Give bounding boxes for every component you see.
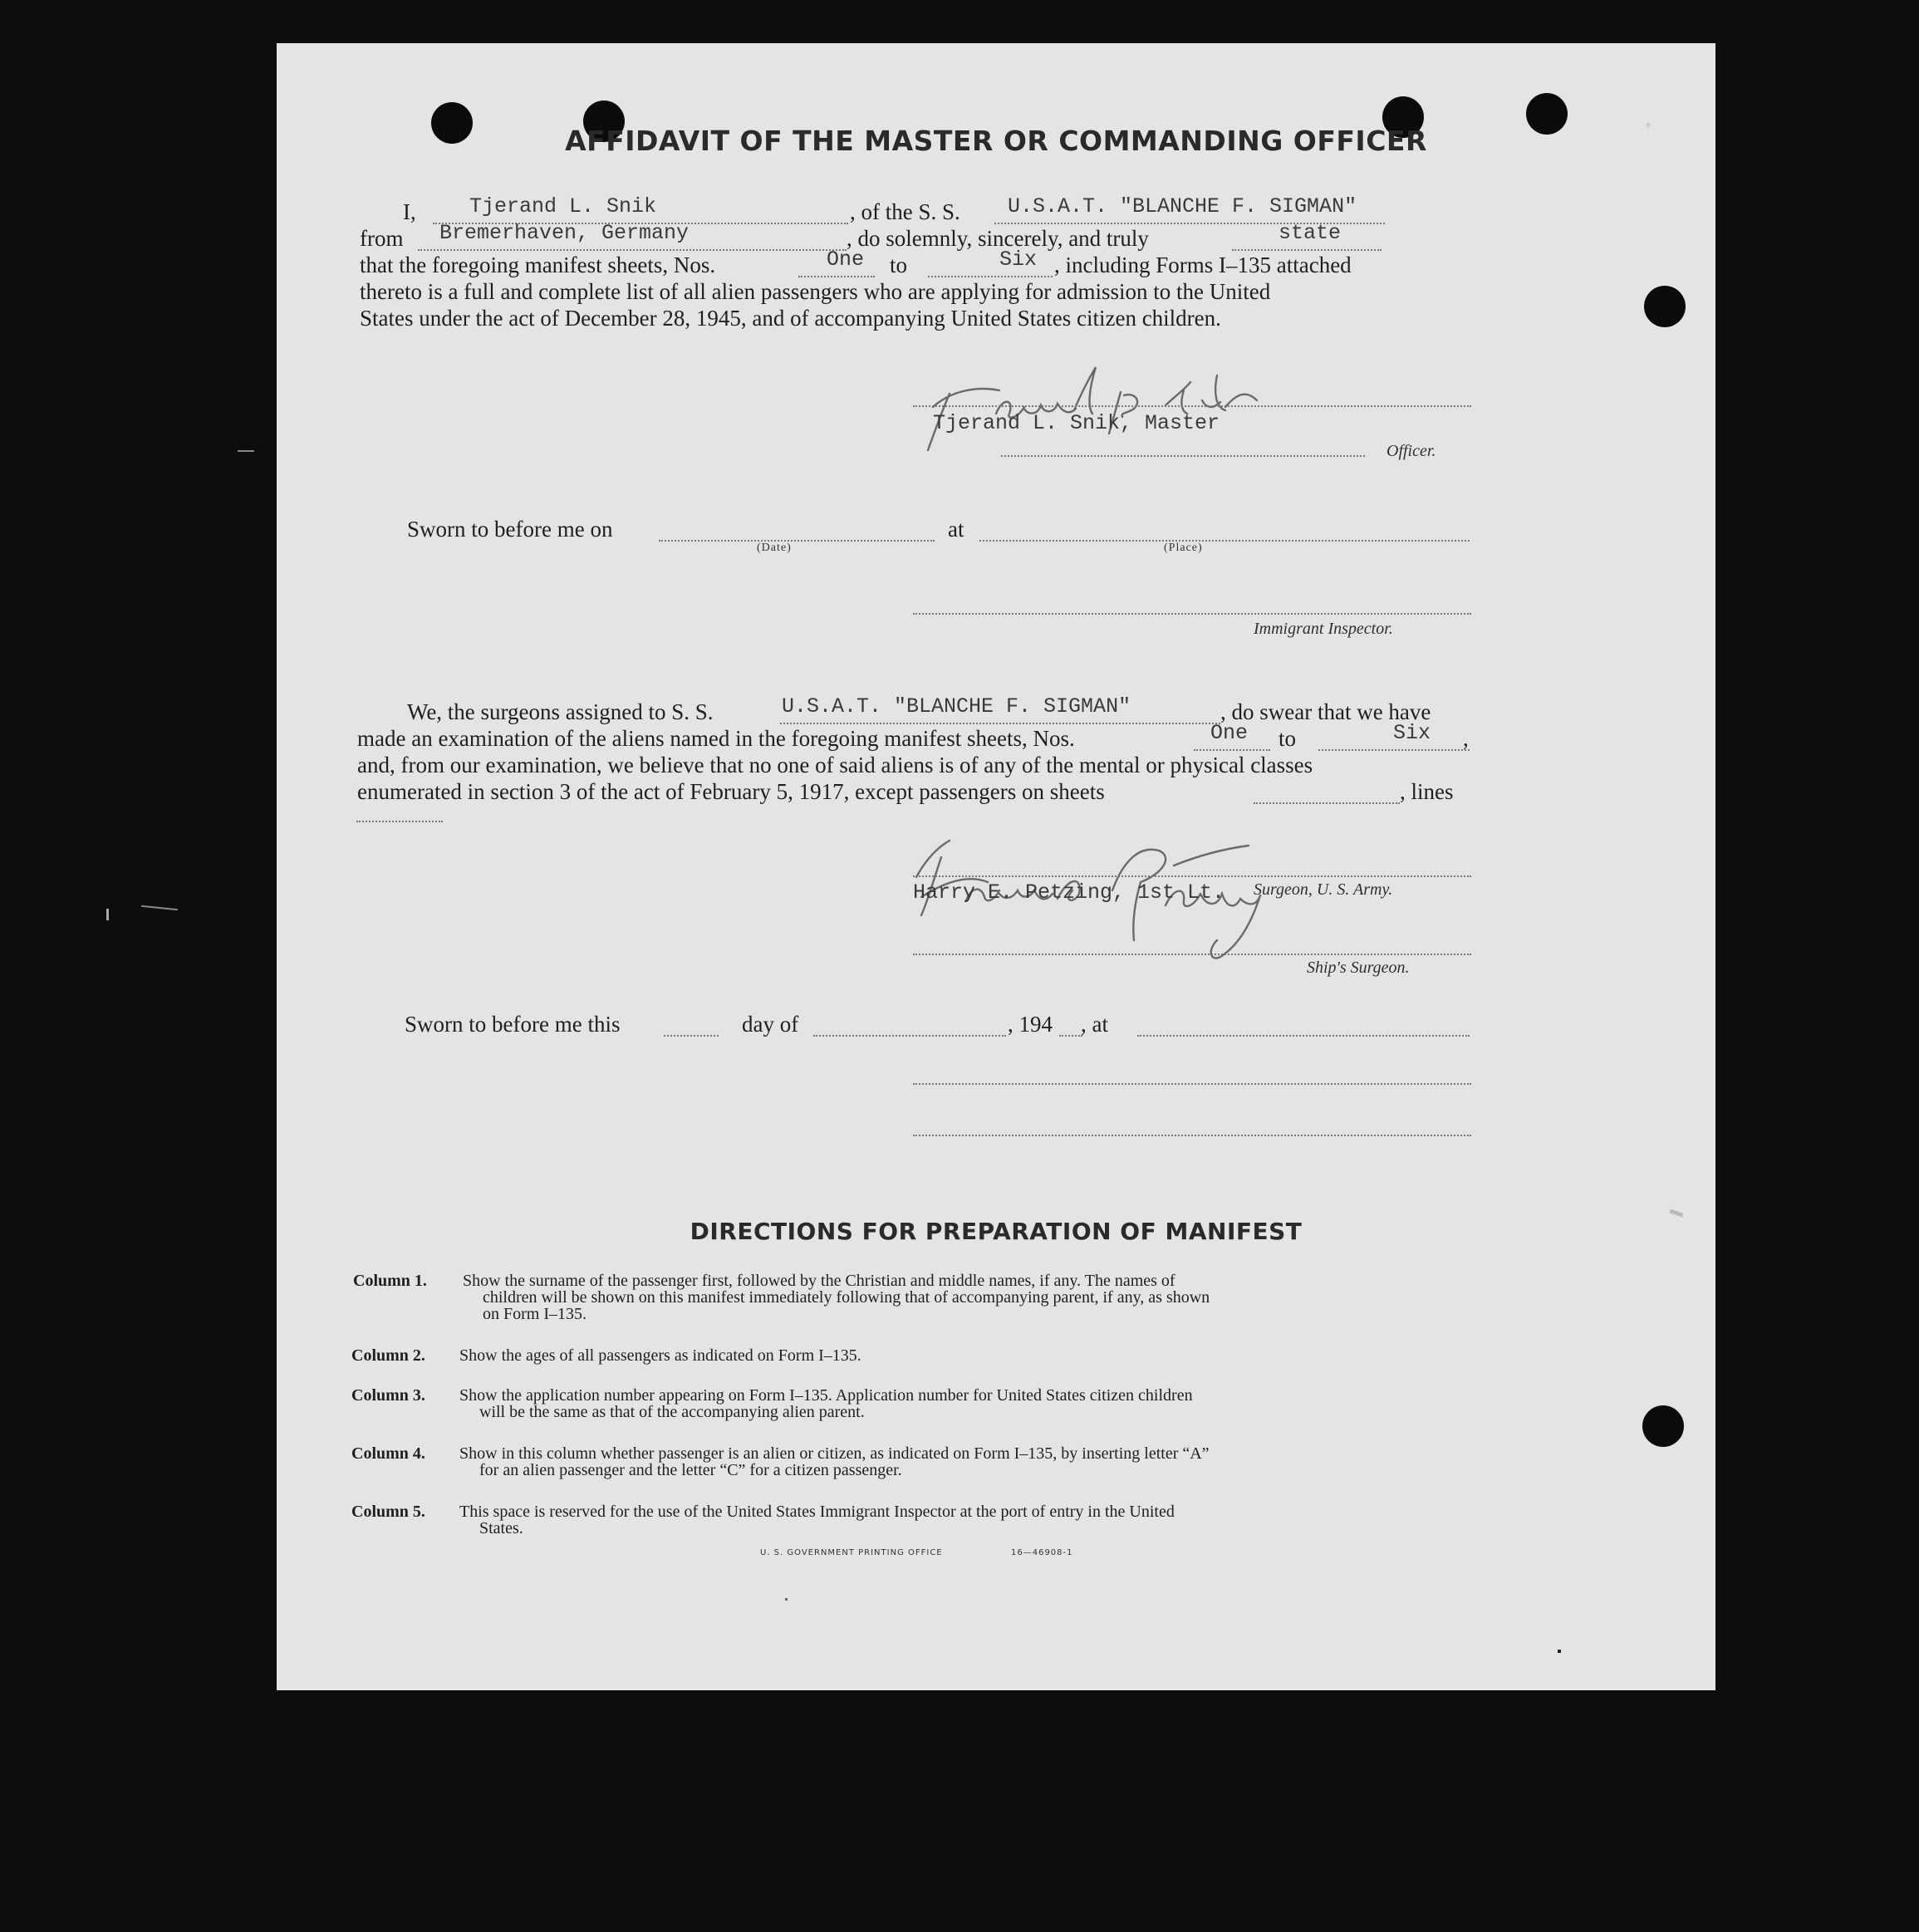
background-mark [141,905,178,911]
master-typed-name: Tjerand L. Snik, Master [933,411,1220,435]
manifest-page: AFFIDAVIT OF THE MASTER OR COMMANDING OFFICER I, Tjerand L. Snik , of the S. S. U.S.A.T. "BLANCHE F. SIGMAN" from Bremerhaven, Germany , do solemnly, sincerely, and truly state that the foregoing manifest sheets, Nos. One to Six , including Forms I–135 attached thereto is a full and complete list of all alien passengers who are applying for admission to the United States under the act of December 28, 1945, and of accompanying United States citizen children. Tjerand L. Snik, Master Officer. Sworn to before me on at (Date) (Place) Immigrant Inspector. We, the surgeons assigned to S. S. U.S.A.T. "BLANCHE F. SIGMAN" , do swear that we have made an examination of the aliens named in the foregoing manifest sheets, Nos. One to Six , and, from our examination, we believe that no one of said aliens is of any of the mental or physical classes enumerated in section 3 of the act of February 5, 1917, except passengers on sheets , lines Harry E. Petzing, 1st Lt. Surgeon, U. S. Army. Ship's Surgeon. Sworn to before me this day of , 194 , at DIRECTIONS FOR PREPARATION OF MANIFEST Column 1. Show the surname of the passenger first, followed by the Christian and middle names, if any. The names of children will be shown on this manifest immediately following that of accompanying parent, if any, as shown on Form I–135. Column 2. Show the ages of all passengers as indicated on Form I–135. Column 3. Show the application number appearing on Form I–135. Application number for United States citizen children will be the same as that of the accompanying alien parent. Column 4. Show in this column whether passenger is an alien or citizen, as indicated on Form I–135, by inserting letter “A” for an alien passenger and the letter “C” for a citizen passenger. Column 5. This space is reserved for the use of the United States Immigrant Inspector at the port of entry in the United States. U. S. GOVERNMENT PRINTING OFFICE 16—46908-1 [277,43,1715,1690]
surgeon-ship-field: U.S.A.T. "BLANCHE F. SIGMAN" [782,694,1131,718]
label-from: from [360,226,404,251]
master-name-field: Tjerand L. Snik [469,194,657,218]
ships-surgeon-caption: Ship's Surgeon. [1307,959,1410,977]
surgeon-sheet-to: Six [1393,721,1431,745]
form-number: 16—46908-1 [1011,1548,1073,1557]
inspector-caption: Immigrant Inspector. [1254,620,1393,638]
directions-title: DIRECTIONS FOR PREPARATION OF MANIFEST [690,1218,1303,1245]
label-of-the-ss: , of the S. S. [850,199,960,224]
surgeon-typed-name: Harry E. Petzing, 1st Lt. [913,880,1225,905]
background-mark [1647,123,1650,127]
departure-port-field: Bremerhaven, Germany [439,221,690,245]
date-caption: (Date) [757,542,792,554]
paper-speck [785,1598,788,1601]
paper-speck [1558,1650,1561,1653]
punch-hole [1642,1405,1684,1447]
place-caption: (Place) [1164,542,1203,554]
verb-field: state [1279,221,1342,245]
label-i: I, [403,199,416,224]
master-signature [916,342,1298,458]
label-solemnly: , do solemnly, sincerely, and truly [847,226,1149,251]
ship-name-field: U.S.A.T. "BLANCHE F. SIGMAN" [1008,194,1357,218]
surgeon-army-caption: Surgeon, U. S. Army. [1254,880,1393,899]
background-mark [238,450,254,452]
background-mark [106,909,109,920]
printer-imprint: U. S. GOVERNMENT PRINTING OFFICE [760,1548,943,1557]
sheet-from-field: One [827,248,865,272]
surgeon-sheet-from: One [1210,721,1249,745]
affidavit-title: AFFIDAVIT OF THE MASTER OR COMMANDING OFFICER [565,125,1427,157]
officer-caption: Officer. [1386,442,1436,460]
sheet-to-field: Six [999,248,1038,272]
affidavit-line-4: thereto is a full and complete list of all alien passengers who are applying for admission to the United [360,279,1271,304]
surgeons-line-3: and, from our examination, we believe that no one of said aliens is of any of the mental or physical classes [357,753,1313,777]
affidavit-line-5: States under the act of December 28, 1945, and of accompanying United States citizen children. [360,306,1221,331]
